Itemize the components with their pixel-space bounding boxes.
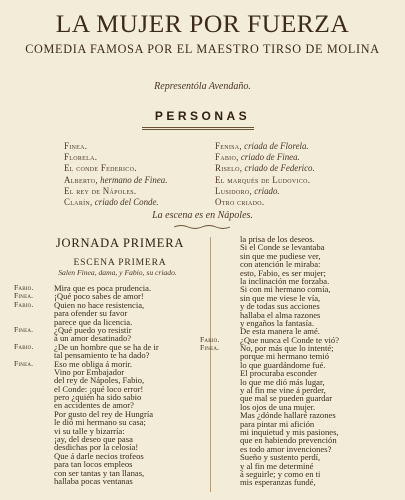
speaker-label: Fabio. (14, 299, 34, 309)
verse-text: pero ¿quién ha sido sabio (54, 392, 142, 403)
cast-description: hermano de Finea. (100, 174, 168, 185)
verse-text: y engaños la fantasía. (240, 317, 314, 328)
verse-text: sin que me pudiese ver, (240, 250, 321, 261)
cast-entry (64, 175, 167, 186)
verse-text: del rey de Nápoles, Fabio, (54, 375, 145, 386)
verse-text: lo que me dió más lugar, (240, 376, 325, 387)
cast-name: Lusidoro, (215, 185, 253, 196)
cast-name: Florela. (64, 152, 98, 163)
act-heading: JORNADA PRIMERA (55, 236, 185, 250)
verse-text: le dió mi hermano su casa; (54, 417, 146, 428)
dialog-column-right (200, 235, 392, 487)
verse-text: sin que me viese le vía, (240, 292, 321, 303)
page-title: LA MUJER POR FUERZA (55, 9, 350, 38)
verse-text: y al fin me vine á perder, (240, 385, 326, 396)
cast-description: criado de Finea. (240, 152, 300, 163)
cast-entry (215, 197, 315, 208)
verse-text: para ofender su favor (54, 308, 128, 319)
ornament-divider (174, 224, 230, 230)
page-subtitle: COMEDIA FAMOSA POR EL MAESTRO TIRSO DE MOLINA (25, 42, 380, 56)
scene-heading: ESCENA PRIMERA (73, 257, 167, 268)
cast-name: Riselo, (215, 163, 243, 174)
verse-text: el Conde: ¡qué loco error! (54, 383, 144, 394)
cast-name: Fabio, (215, 152, 239, 163)
verse-text: hallaba pocas ventanas (54, 475, 133, 486)
verse-text: ¿Qué puedo yo resistir (54, 324, 132, 335)
cast-entry (64, 197, 167, 208)
verse-text: Sueño y sustento perdí, (240, 452, 321, 463)
cast-entry (64, 163, 167, 174)
verse-text: Eso me obliga á morir. (54, 358, 133, 369)
verse-text: á seguirle; y como en ti (240, 468, 321, 479)
verse-text: á un amor desatinado? (54, 333, 132, 344)
cast-name: El marqués de Ludovico. (215, 174, 311, 185)
verse-text: mi inquietud y mis pasiones, (240, 426, 339, 437)
verse-text: Por gusto del rey de Hungría (54, 408, 154, 419)
verse-text: ¿De un hombre que se ha de ir (54, 341, 159, 352)
cast-list-left (64, 141, 167, 208)
cast-name: Clarín, (64, 197, 93, 208)
verse-text: vi su talle y bizarría: (54, 425, 125, 436)
verse-text: porque mi hermano temió (240, 351, 330, 362)
verse-text: en accidentes de amor? (54, 400, 134, 411)
verse-text: que en habiendo prevención (240, 435, 337, 446)
verse-text: Vino por Embajador (54, 366, 125, 377)
verse-text: ¿Que nunca el Conde te vió? (240, 334, 340, 345)
verse-text: con atención le miraba: (240, 259, 321, 270)
speaker-label: Fabio. (14, 341, 34, 351)
represented-note: Representóla Avendaño. (154, 81, 251, 92)
verse-text: con ser tantas y tan llanas, (54, 467, 145, 478)
verse-text: Si con mi hermano comía, (240, 284, 331, 295)
heading-rule (142, 127, 254, 130)
verse-text: ¡Qué poco sabes de amor! (54, 291, 144, 302)
cast-entry (215, 163, 315, 174)
speaker-label: Finea. (14, 358, 34, 368)
verse-text: Mira que es poca prudencia. (54, 283, 152, 293)
verse-text: desdichas por la celosía! (54, 442, 139, 453)
verse-text: y al fin me determiné (240, 460, 314, 471)
cast-name: Finea. (64, 141, 88, 151)
verse-text: esto, Fabio, es ser mujer; (240, 267, 326, 278)
cast-description: criada de Florela. (244, 141, 309, 151)
speaker-label: Finea. (14, 291, 34, 301)
verse-text: Quien no hace resistencia, (54, 299, 145, 310)
verse-text: y de todas sus acciones (240, 301, 320, 312)
cast-description: criado de Federico. (244, 163, 315, 174)
speaker-label: Fabio. (14, 283, 34, 292)
scene-note: La escena es en Nápoles. (152, 210, 253, 221)
verse-text: Si el Conde se levantaba (240, 242, 325, 253)
verse-text: para tan locos empleos (54, 459, 133, 470)
verse-text: parece que da licencia. (54, 316, 133, 327)
speaker-label: Finea. (14, 324, 34, 334)
verse-text: lo que guardándome fué. (240, 359, 326, 370)
verse-text: El procuraba esconder (240, 368, 317, 379)
verse-text: De esta manera le amé. (240, 326, 320, 337)
cast-entry (215, 186, 315, 197)
cast-list-right (215, 141, 315, 208)
verse-text: la prisa de los deseos. (240, 234, 315, 244)
verse-text: la inclinación me forzaba. (240, 275, 330, 286)
verse-text: Que á darle necios trofeos (54, 450, 144, 461)
verse-line (14, 477, 206, 485)
cast-entry (64, 141, 167, 152)
stage-direction: Salen Finea, dama, y Fabio, su criado. (58, 268, 177, 277)
cast-entry (64, 186, 167, 197)
speaker-label: Finea. (200, 343, 220, 353)
cast-description: criado del Conde. (94, 197, 159, 208)
verse-text: tal pensamiento te ha dado? (54, 350, 150, 361)
cast-description: criado. (254, 185, 280, 196)
verse-text: es todo amor invenciones? (240, 443, 332, 454)
cast-name: Fenisa, (215, 141, 242, 151)
verse-text: mis esperanzas fundé, (240, 477, 316, 488)
cast-entry (215, 141, 315, 152)
verse-text: los ojos de una mujer. (240, 401, 316, 412)
cast-entry (215, 152, 315, 163)
verse-text: que mal se pueden guardar (240, 393, 333, 404)
verse-text: ¡ay, del deseo que pasa (54, 434, 133, 445)
cast-entry (215, 175, 315, 186)
cast-name: El rey de Nápoles. (64, 185, 137, 196)
cast-entry (64, 152, 167, 163)
verse-text: No, por más que lo intenté; (240, 343, 334, 354)
verse-text: hallaba el alma razones (240, 309, 321, 320)
dialog-column-left (14, 284, 206, 485)
cast-name: Alberto, (64, 174, 98, 185)
speaker-label: Fabio. (200, 334, 220, 344)
verse-line (200, 478, 392, 486)
personas-heading: PERSONAS (154, 109, 251, 123)
cast-name: El conde Federico. (64, 163, 137, 174)
cast-name: Otro criado. (215, 197, 265, 208)
verse-text: para pintar mi afición (240, 418, 315, 429)
verse-text: Mas ¿dónde hallaré razones (240, 410, 336, 421)
